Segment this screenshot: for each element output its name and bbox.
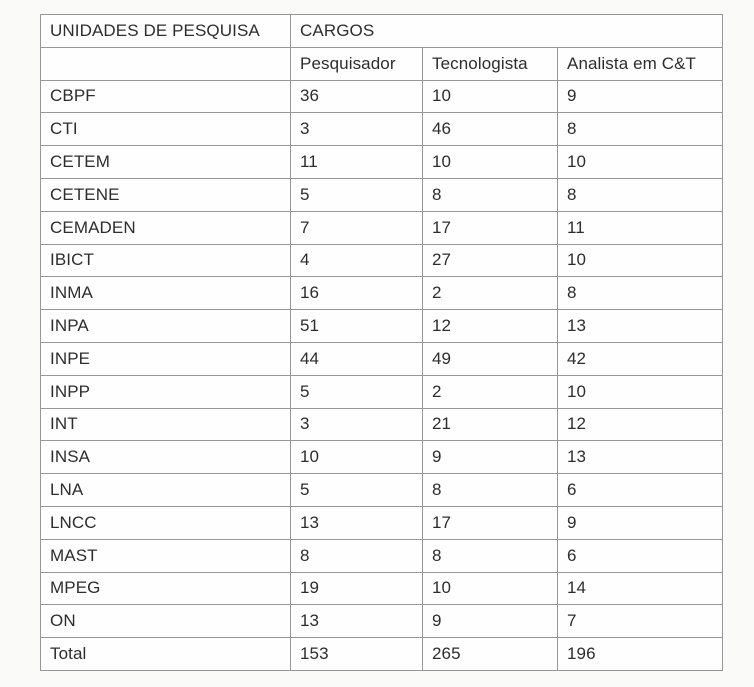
value-cell: 5 bbox=[291, 474, 423, 507]
unit-name-cell: ON bbox=[41, 605, 291, 638]
unit-name-cell: CETENE bbox=[41, 178, 291, 211]
header-analista-em-ct: Analista em C&T bbox=[558, 47, 723, 80]
table-row bbox=[41, 441, 723, 474]
total-label-cell: Total bbox=[41, 638, 291, 671]
value-cell: 17 bbox=[423, 506, 558, 539]
value-cell: 12 bbox=[423, 310, 558, 343]
value-cell: 44 bbox=[291, 342, 423, 375]
unit-name-cell: CEMADEN bbox=[41, 211, 291, 244]
table-row bbox=[41, 80, 723, 113]
value-cell: 16 bbox=[291, 277, 423, 310]
header-pesquisador: Pesquisador bbox=[291, 47, 423, 80]
value-cell: 5 bbox=[291, 375, 423, 408]
unit-name-cell: MPEG bbox=[41, 572, 291, 605]
value-cell: 8 bbox=[423, 539, 558, 572]
value-cell: 49 bbox=[423, 342, 558, 375]
value-cell: 8 bbox=[423, 178, 558, 211]
unit-name-cell: INPE bbox=[41, 342, 291, 375]
table-row bbox=[41, 310, 723, 343]
unit-name-cell: CETEM bbox=[41, 146, 291, 179]
value-cell: 17 bbox=[423, 211, 558, 244]
value-cell: 19 bbox=[291, 572, 423, 605]
value-cell: 5 bbox=[291, 178, 423, 211]
value-cell: 265 bbox=[423, 638, 558, 671]
table-row bbox=[41, 113, 723, 146]
value-cell: 10 bbox=[291, 441, 423, 474]
header-cargos-group: CARGOS bbox=[291, 15, 723, 48]
value-cell: 51 bbox=[291, 310, 423, 343]
value-cell: 196 bbox=[558, 638, 723, 671]
value-cell: 6 bbox=[558, 474, 723, 507]
value-cell: 8 bbox=[291, 539, 423, 572]
table-row bbox=[41, 572, 723, 605]
table-row bbox=[41, 539, 723, 572]
value-cell: 9 bbox=[558, 80, 723, 113]
header-empty-cell bbox=[41, 47, 291, 80]
header-unidades-de-pesquisa: UNIDADES DE PESQUISA bbox=[41, 15, 291, 48]
table-body bbox=[41, 80, 723, 670]
unit-name-cell: INMA bbox=[41, 277, 291, 310]
value-cell: 7 bbox=[291, 211, 423, 244]
value-cell: 3 bbox=[291, 113, 423, 146]
value-cell: 8 bbox=[423, 474, 558, 507]
value-cell: 153 bbox=[291, 638, 423, 671]
cargos-table bbox=[40, 14, 723, 671]
value-cell: 6 bbox=[558, 539, 723, 572]
unit-name-cell: INPA bbox=[41, 310, 291, 343]
table-row bbox=[41, 211, 723, 244]
value-cell: 13 bbox=[291, 506, 423, 539]
value-cell: 14 bbox=[558, 572, 723, 605]
value-cell: 10 bbox=[558, 146, 723, 179]
value-cell: 2 bbox=[423, 277, 558, 310]
value-cell: 4 bbox=[291, 244, 423, 277]
unit-name-cell: INSA bbox=[41, 441, 291, 474]
value-cell: 8 bbox=[558, 277, 723, 310]
unit-name-cell: LNCC bbox=[41, 506, 291, 539]
value-cell: 2 bbox=[423, 375, 558, 408]
value-cell: 9 bbox=[423, 441, 558, 474]
table-row bbox=[41, 342, 723, 375]
value-cell: 8 bbox=[558, 178, 723, 211]
unit-name-cell: LNA bbox=[41, 474, 291, 507]
value-cell: 10 bbox=[423, 146, 558, 179]
value-cell: 10 bbox=[423, 572, 558, 605]
value-cell: 9 bbox=[558, 506, 723, 539]
table-row bbox=[41, 474, 723, 507]
value-cell: 8 bbox=[558, 113, 723, 146]
value-cell: 21 bbox=[423, 408, 558, 441]
value-cell: 46 bbox=[423, 113, 558, 146]
value-cell: 3 bbox=[291, 408, 423, 441]
value-cell: 27 bbox=[423, 244, 558, 277]
header-row-columns bbox=[41, 47, 723, 80]
value-cell: 7 bbox=[558, 605, 723, 638]
unit-name-cell: CBPF bbox=[41, 80, 291, 113]
value-cell: 11 bbox=[558, 211, 723, 244]
table-row bbox=[41, 178, 723, 211]
header-row-group bbox=[41, 15, 723, 48]
value-cell: 10 bbox=[558, 375, 723, 408]
unit-name-cell: MAST bbox=[41, 539, 291, 572]
header-tecnologista: Tecnologista bbox=[423, 47, 558, 80]
table-row bbox=[41, 146, 723, 179]
table-row bbox=[41, 244, 723, 277]
value-cell: 13 bbox=[558, 441, 723, 474]
unit-name-cell: IBICT bbox=[41, 244, 291, 277]
value-cell: 11 bbox=[291, 146, 423, 179]
total-row bbox=[41, 638, 723, 671]
value-cell: 42 bbox=[558, 342, 723, 375]
value-cell: 12 bbox=[558, 408, 723, 441]
table-row bbox=[41, 375, 723, 408]
value-cell: 9 bbox=[423, 605, 558, 638]
unit-name-cell: INT bbox=[41, 408, 291, 441]
value-cell: 13 bbox=[558, 310, 723, 343]
value-cell: 10 bbox=[558, 244, 723, 277]
unit-name-cell: INPP bbox=[41, 375, 291, 408]
value-cell: 10 bbox=[423, 80, 558, 113]
unit-name-cell: CTI bbox=[41, 113, 291, 146]
table-row bbox=[41, 605, 723, 638]
table-row bbox=[41, 408, 723, 441]
table-row bbox=[41, 506, 723, 539]
value-cell: 36 bbox=[291, 80, 423, 113]
table-row bbox=[41, 277, 723, 310]
value-cell: 13 bbox=[291, 605, 423, 638]
